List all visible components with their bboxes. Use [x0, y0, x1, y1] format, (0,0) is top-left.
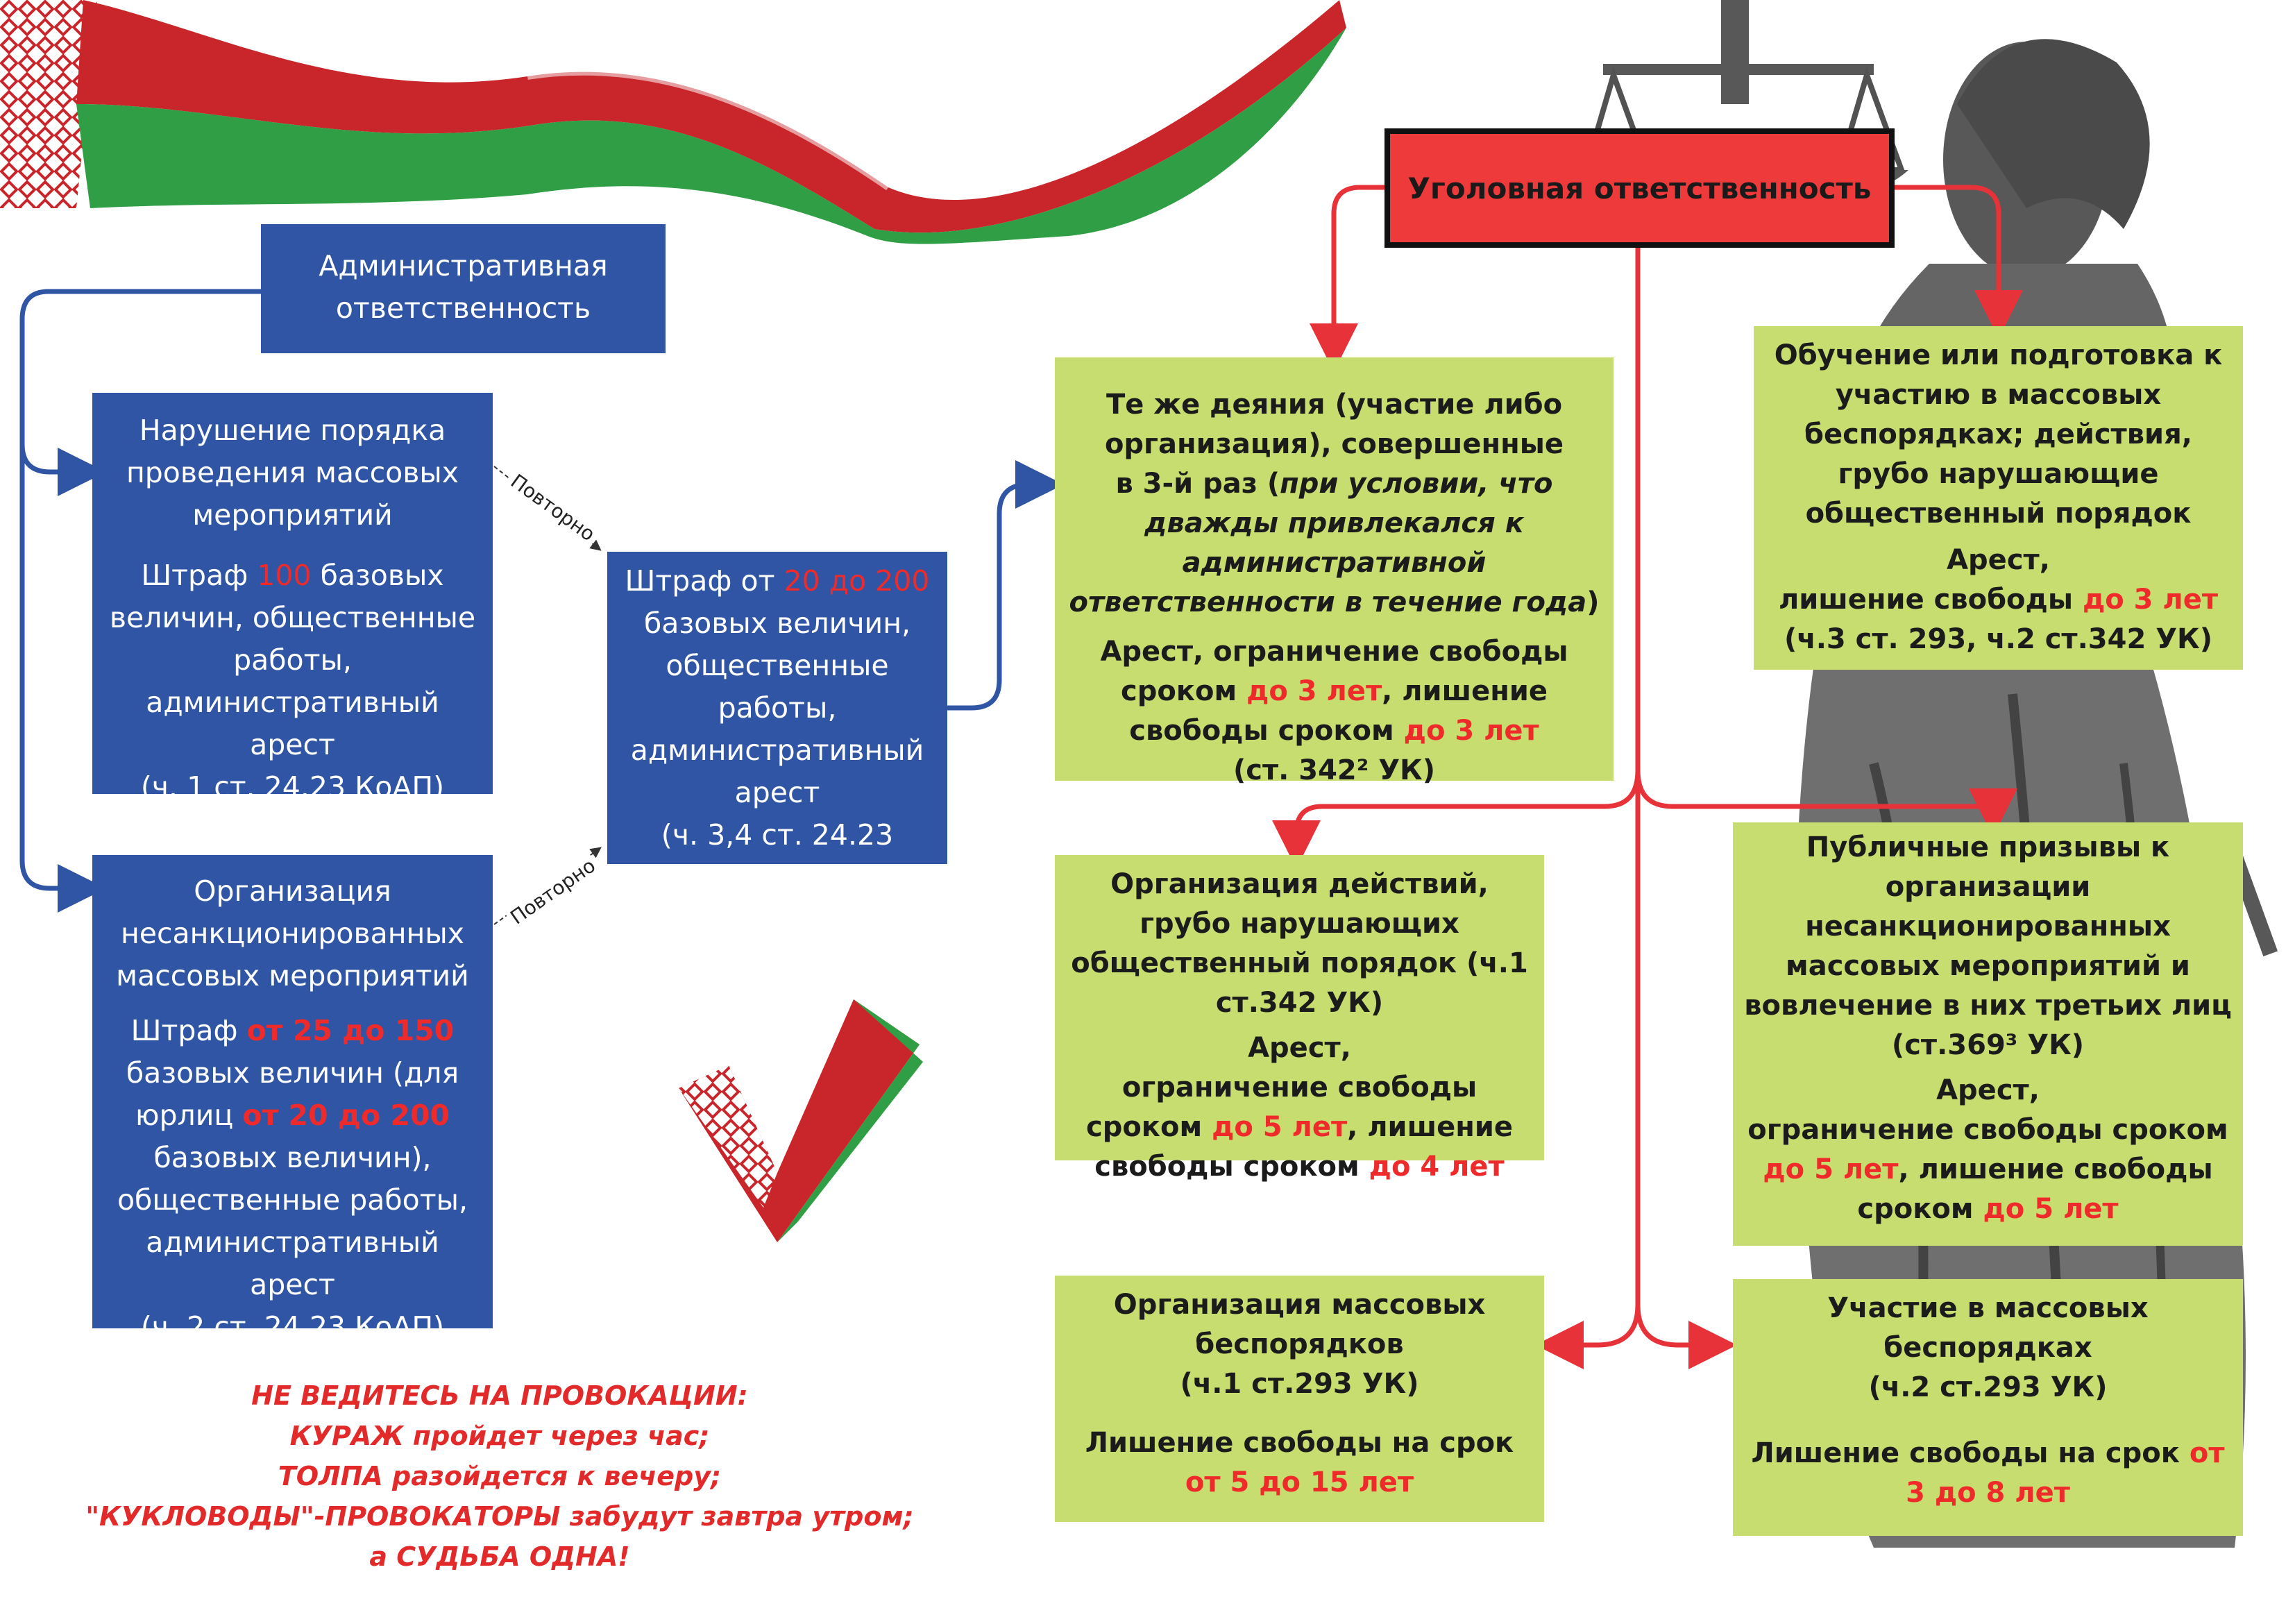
criminal-box-training-ref: (ч.3 ст. 293, ч.2 ст.342 УК): [1784, 623, 2213, 655]
criminal-box-repeat-penalty: [1066, 632, 1602, 751]
slogan-line3: ТОЛПА разойдется к вечеру;: [278, 1461, 722, 1491]
criminal-box-riot-part: [1733, 1279, 2243, 1536]
admin-box-violation-hl: 100: [257, 559, 312, 592]
criminal-box-calls-p1: Арест,: [1936, 1074, 2040, 1106]
admin-box-repeat-pre: Штраф от: [625, 564, 784, 598]
criminal-box-riot-part-p2-pre: Лишение свободы на срок: [1751, 1437, 2190, 1469]
criminal-box-repeat-line2-text: в 3-й раз (: [1115, 468, 1280, 500]
criminal-box-repeat-p2-hl1: до 3 лет: [1246, 675, 1382, 707]
criminal-box-riot-org-p2: [1066, 1423, 1533, 1503]
criminal-box-repeat-line1: Те же деяния (участие либо организация), совершенные: [1104, 389, 1564, 460]
criminal-box-riot-part-p2-hl: от 3 до 8 лет: [1906, 1437, 2225, 1509]
criminal-box-calls-p2-mid: , лишение свободы сроком: [1857, 1153, 2213, 1225]
slogan: [76, 1376, 923, 1584]
criminal-box-calls-p2: [1740, 1110, 2236, 1229]
criminal-title-text: Уголовная ответственность: [1407, 171, 1872, 205]
criminal-box-training-heading: Обучение или подготовка к участию в массовых беспорядках; действия, грубо нарушающие общественный порядок: [1774, 339, 2223, 530]
admin-box-repeat-hl: 20 до 200: [784, 564, 930, 598]
criminal-box-repeat-line2: [1066, 464, 1602, 623]
admin-box-repeat-post: базовых величин, общественные работы, административный арест: [630, 607, 924, 809]
admin-box-violation-pre: Штраф: [141, 559, 257, 592]
repeat-label-bottom: Повторно: [504, 852, 602, 931]
admin-box-repeat-ref: (ч. 3,4 ст. 24.23 КоАП): [661, 818, 894, 894]
admin-box-unauthorized-pre: Штраф: [130, 1014, 247, 1047]
criminal-box-riot-org-ref: (ч.1 ст.293 УК): [1180, 1368, 1419, 1400]
admin-box-unauthorized-hl1: от 25 до 150: [246, 1014, 455, 1047]
criminal-box-repeat-ref: (ст. 342² УК): [1233, 754, 1436, 786]
criminal-box-training-p1: Арест,: [1947, 544, 2050, 576]
criminal-box-riot-org-heading: Организация массовых беспорядков: [1113, 1289, 1486, 1360]
criminal-box-repeat-p2-hl2: до 3 лет: [1403, 715, 1539, 747]
slogan-line2: КУРАЖ пройдет через час;: [289, 1421, 710, 1451]
criminal-box-repeat-line2-end: ): [1586, 586, 1600, 618]
criminal-box-training: [1754, 326, 2243, 670]
criminal-box-calls-p2-pre: ограничение свободы сроком: [1747, 1114, 2228, 1146]
criminal-box-calls-p2-hl2: до 5 лет: [1983, 1193, 2119, 1225]
criminal-box-training-p2-hl: до 3 лет: [2082, 584, 2219, 616]
slogan-line1: НЕ ВЕДИТЕСЬ НА ПРОВОКАЦИИ:: [251, 1380, 748, 1411]
criminal-box-riot-part-ref: (ч.2 ст.293 УК): [1868, 1371, 2108, 1403]
criminal-box-repeat: [1055, 357, 1614, 786]
criminal-box-calls-heading: Публичные призывы к организации несанкционированных массовых мероприятий и вовлечение в них третьих лиц: [1744, 831, 2232, 1022]
criminal-box-org-actions-p2-hl2: до 4 лет: [1369, 1151, 1505, 1183]
criminal-box-riot-org: [1055, 1276, 1544, 1522]
criminal-box-org-actions-heading: Организация действий, грубо нарушающих общественный порядок (ч.1 ст.342 УК): [1071, 868, 1528, 1019]
criminal-box-repeat-p2-mid: , лишение свободы сроком: [1129, 675, 1548, 747]
admin-box-unauthorized-post: базовых величин), общественные работы, административный арест: [117, 1141, 468, 1301]
criminal-box-calls-p2-hl1: до 5 лет: [1763, 1153, 1899, 1185]
criminal-title: [1384, 128, 1895, 248]
admin-box-unauthorized-mid: базовых величин (для юрлиц: [126, 1056, 459, 1132]
criminal-box-riot-org-p2-pre: Лишение свободы на срок: [1085, 1427, 1514, 1459]
criminal-box-repeat-italic: при условии, что дважды привлекался к административной ответственности в течение года: [1069, 468, 1587, 618]
criminal-box-repeat-p2-pre: Арест, ограничение свободы сроком: [1100, 636, 1568, 707]
admin-box-violation-ref: (ч. 1 ст. 24.23 КоАП): [140, 770, 445, 804]
criminal-box-org-actions: [1055, 855, 1544, 1183]
admin-title-text: Административная ответственность: [319, 249, 608, 325]
criminal-box-calls-ref: (ст.369³ УК): [1891, 1029, 2085, 1061]
criminal-box-riot-part-p2: [1744, 1434, 2232, 1513]
criminal-box-calls: [1733, 822, 2243, 1246]
criminal-box-riot-part-heading: Участие в массовых беспорядках: [1827, 1292, 2149, 1364]
admin-box-violation-heading: Нарушение порядка проведения массовых мероприятий: [126, 414, 459, 532]
criminal-box-org-actions-p2-pre: ограничение свободы сроком: [1085, 1072, 1477, 1143]
criminal-box-riot-org-p2-hl: от 5 до 15 лет: [1185, 1466, 1414, 1498]
admin-box-unauthorized-hl2: от 20 до 200: [242, 1099, 450, 1132]
criminal-box-org-actions-p2-mid: , лишение свободы сроком: [1094, 1111, 1513, 1183]
criminal-box-training-p2-pre: лишение свободы: [1778, 584, 2083, 616]
criminal-box-org-actions-p1: Арест,: [1248, 1032, 1351, 1064]
slogan-line5: а СУДЬБА ОДНА!: [369, 1541, 630, 1572]
repeat-label-top: Повторно: [505, 468, 602, 547]
criminal-box-org-actions-p2: [1062, 1068, 1537, 1187]
admin-box-unauthorized-heading: Организация несанкционированных массовых мероприятий: [116, 874, 469, 992]
admin-box-unauthorized-ref: (ч. 2 ст. 24.23 КоАП): [140, 1310, 445, 1344]
slogan-line4: "КУКЛОВОДЫ"-ПРОВОКАТОРЫ забудут завтра утром;: [85, 1501, 914, 1532]
criminal-box-org-actions-p2-hl1: до 5 лет: [1212, 1111, 1348, 1143]
admin-box-violation-post: базовых величин, общественные работы, административный арест: [109, 559, 476, 761]
criminal-box-training-p2: [1762, 580, 2235, 620]
